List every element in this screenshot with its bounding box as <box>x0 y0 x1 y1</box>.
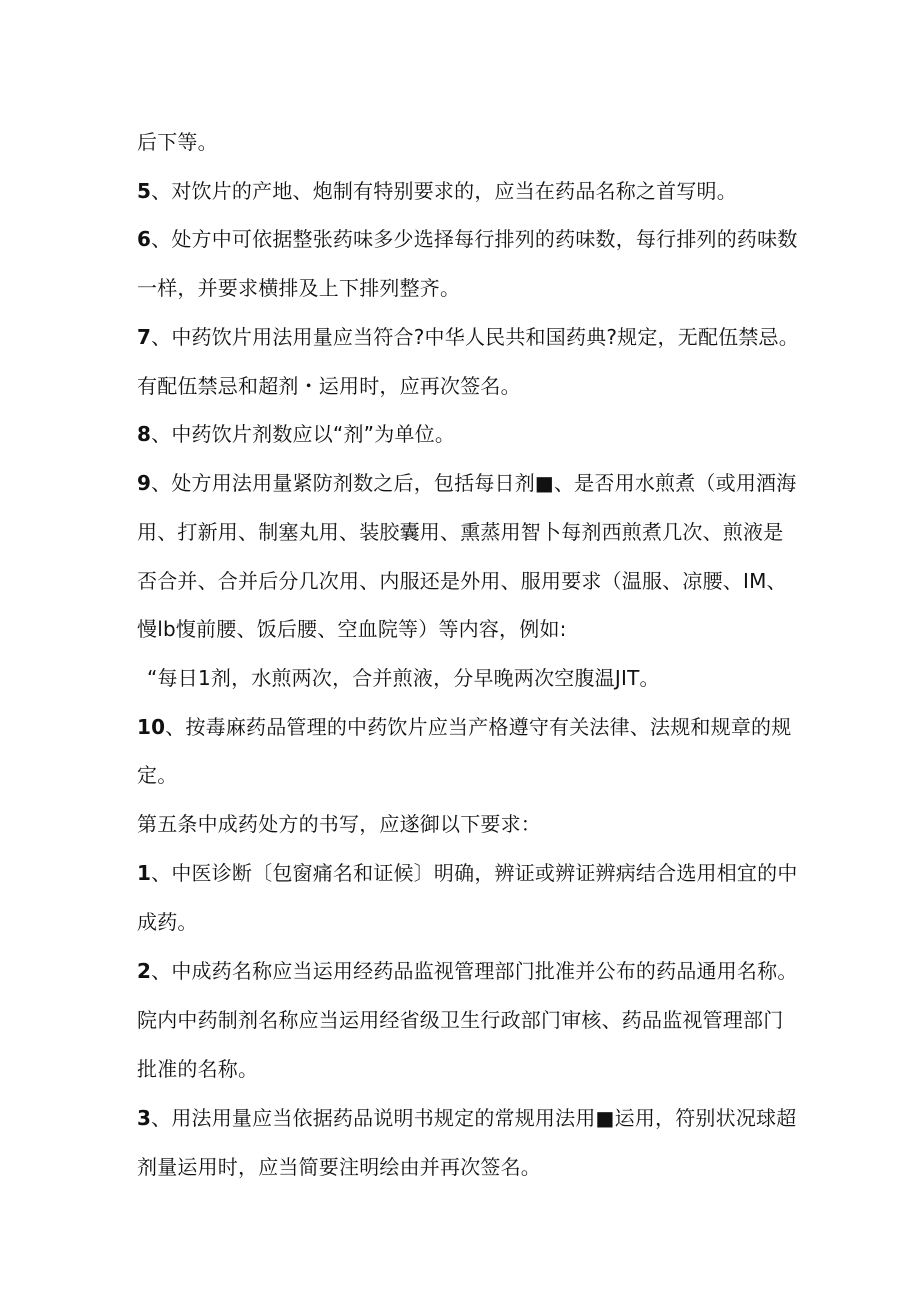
text-line <box>137 1007 783 1033</box>
line-text: 、按毒麻药品管理的中药饮片应当产格遵守有关法律、法规和规章的规 <box>165 715 792 739</box>
text-line <box>137 129 218 155</box>
text-line <box>137 762 177 788</box>
line-text: 剂量运用时，应当简要注明绘由并再次签名。 <box>137 1155 541 1179</box>
text-line <box>137 421 455 447</box>
text-line <box>137 178 737 204</box>
line-text: “每日1剂，水煎两次，合并煎液，分早晚两次空腹温JIT。 <box>147 666 660 690</box>
line-text: 、中药饮片用法用量应当符合?中华人民共和国药典?规定，无配伍禁忌。 <box>151 325 799 349</box>
item-number: 9 <box>137 471 152 495</box>
text-line <box>137 811 541 837</box>
text-line <box>137 714 791 740</box>
text-line <box>137 568 787 594</box>
line-text: 后下等。 <box>137 130 218 154</box>
line-text: 成药。 <box>137 910 198 934</box>
line-text: 否合并、合并后分几次用、内服还是外用、服用要求（温服、凉腰、IM、 <box>137 569 787 593</box>
text-line <box>137 1056 258 1082</box>
text-line <box>137 616 567 642</box>
line-text: 、中医诊断〔包窗痛名和证候〕明确，辨证或辨证辨病结合选用相宜的中 <box>151 861 798 885</box>
line-text: 一样，并要求横排及上下排列整齐。 <box>137 276 461 300</box>
text-line <box>137 860 798 886</box>
text-line <box>137 909 198 935</box>
line-text: 、处方中可依据整张药味多少选择每行排列的药味数，每行排列的药味数 <box>151 227 798 251</box>
text-line <box>137 1105 796 1131</box>
line-text: 院内中药制剂名称应当运用经省级卫生行政部门审核、药品监视管理部门 <box>137 1008 784 1032</box>
text-line <box>137 519 783 545</box>
line-text: 用、打新用、制塞丸用、装胶囊用、熏蒸用智卜每剂西煎煮几次、煎液是 <box>137 520 784 544</box>
text-line <box>137 1154 541 1180</box>
line-text: 、处方用法用量紧防剂数之后，包括每日剂■、是否用水煎煮（或用酒海 <box>151 471 797 495</box>
item-number: 8 <box>137 422 152 446</box>
text-line <box>137 958 798 984</box>
text-line <box>137 373 521 399</box>
text-line <box>137 324 799 350</box>
text-line <box>137 470 796 496</box>
line-text: 、对饮片的产地、炮制有特别要求的，应当在药品名称之首写明。 <box>151 179 737 203</box>
line-text: 批准的名称。 <box>137 1057 259 1081</box>
text-line <box>147 665 660 691</box>
text-line <box>137 275 460 301</box>
line-text: 、中药饮片剂数应以“剂”为单位。 <box>151 422 456 446</box>
line-text: 慢lb愎前腰、饭后腰、空血院等）等内容，例如: <box>137 617 567 641</box>
line-text: 有配伍禁忌和超剂・运用时，应再次签名。 <box>137 374 521 398</box>
item-number: 1 <box>137 861 152 885</box>
item-number: 5 <box>137 179 152 203</box>
item-number: 7 <box>137 325 152 349</box>
item-number: 6 <box>137 227 152 251</box>
line-text: 第五条中成药处方的书写，应遂御以下要求： <box>137 812 541 836</box>
item-number: 2 <box>137 959 152 983</box>
line-text: 、中成药名称应当运用经药品监视管理部门批准并公布的药品通用名称。 <box>151 959 798 983</box>
line-text: 定。 <box>137 763 178 787</box>
text-line <box>137 226 798 252</box>
item-number: 10 <box>137 715 166 739</box>
item-number: 3 <box>137 1106 152 1130</box>
line-text: 、用法用量应当依据药品说明书规定的常规用法用■运用，符别状况球超 <box>151 1106 797 1130</box>
